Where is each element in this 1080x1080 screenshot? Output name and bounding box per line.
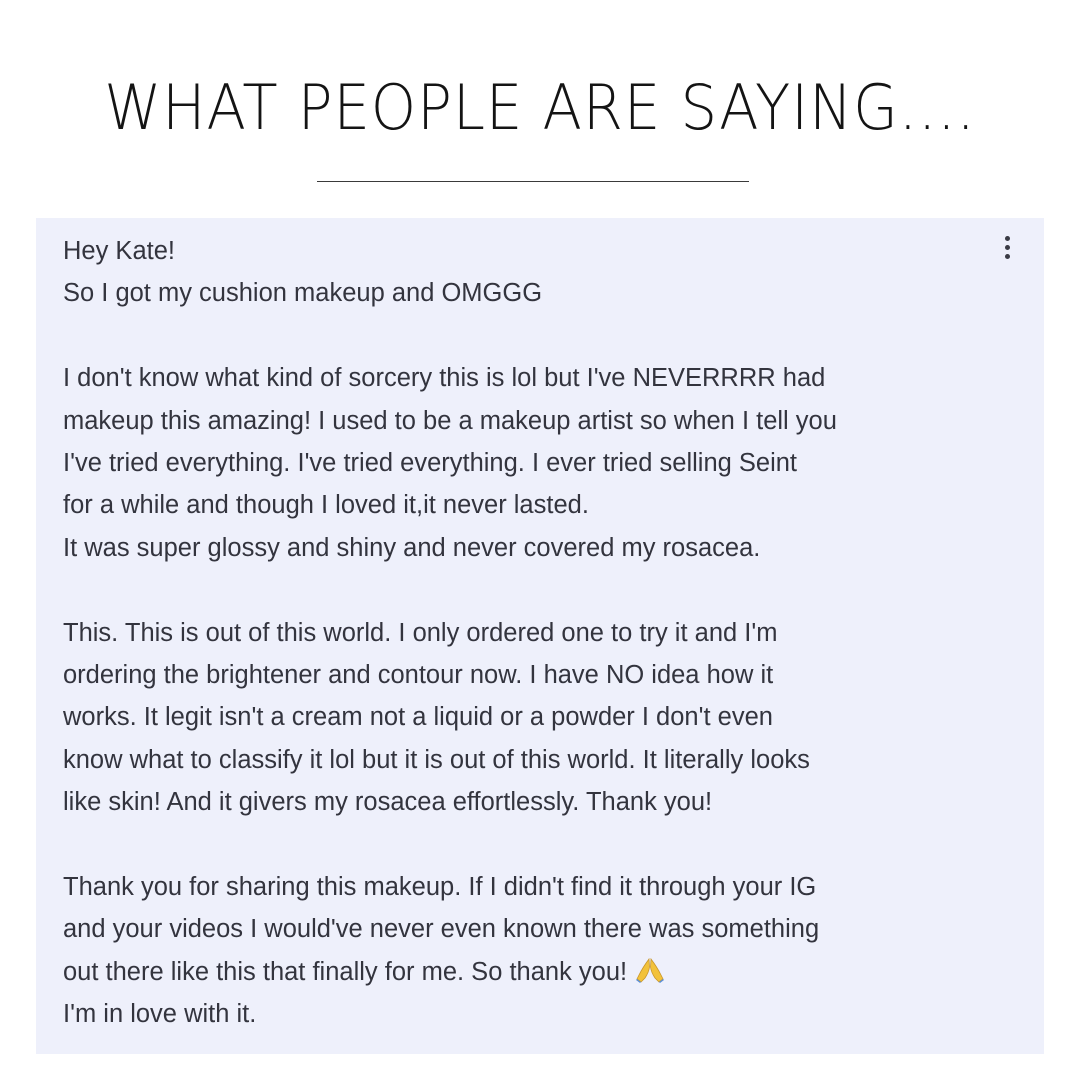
message-text: out there like this that finally for me. So thank you! xyxy=(63,957,628,986)
heading-divider xyxy=(317,181,749,182)
folded-hands-icon xyxy=(636,957,664,983)
message-body xyxy=(63,230,993,1035)
menu-dot xyxy=(1005,236,1010,241)
message-intro: So I got my cushion makeup and OMGGG xyxy=(63,279,543,308)
message-line: makeup this amazing! I used to be a makeup artist so when I tell you xyxy=(63,406,837,435)
message-line: It was super glossy and shiny and never covered my rosacea. xyxy=(63,533,761,562)
message-line: I'm in love with it. xyxy=(63,1000,257,1029)
message-line: works. It legit isn't a cream not a liquid or a powder I don't even xyxy=(63,703,773,732)
message-line: I've tried everything. I've tried everything. I ever tried selling Seint xyxy=(63,448,798,477)
message-line: This. This is out of this world. I only ordered one to try it and I'm xyxy=(63,618,778,647)
message-line: like skin! And it givers my rosacea effortlessly. Thank you! xyxy=(63,788,713,817)
message-line-with-emoji xyxy=(63,951,993,993)
message-line: Thank you for sharing this makeup. If I didn't find it through your IG xyxy=(63,872,817,901)
message-line: for a while and though I loved it,it never lasted. xyxy=(63,491,589,520)
menu-dot xyxy=(1005,254,1010,259)
more-vertical-icon[interactable] xyxy=(996,234,1018,264)
paragraph-gap xyxy=(63,569,993,611)
page-heading: WHAT PEOPLE ARE SAYING.... xyxy=(104,71,976,144)
paragraph-gap xyxy=(63,823,993,865)
message-greeting: Hey Kate! xyxy=(63,237,175,265)
menu-dot xyxy=(1005,245,1010,250)
message-line: and your videos I would've never even known there was something xyxy=(63,915,820,944)
message-line: know what to classify it lol but it is out of this world. It literally looks xyxy=(63,745,810,774)
paragraph-gap xyxy=(63,315,993,357)
message-line: ordering the brightener and contour now. I have NO idea how it xyxy=(63,660,774,689)
message-line: I don't know what kind of sorcery this is lol but I've NEVERRRR had xyxy=(63,364,826,393)
